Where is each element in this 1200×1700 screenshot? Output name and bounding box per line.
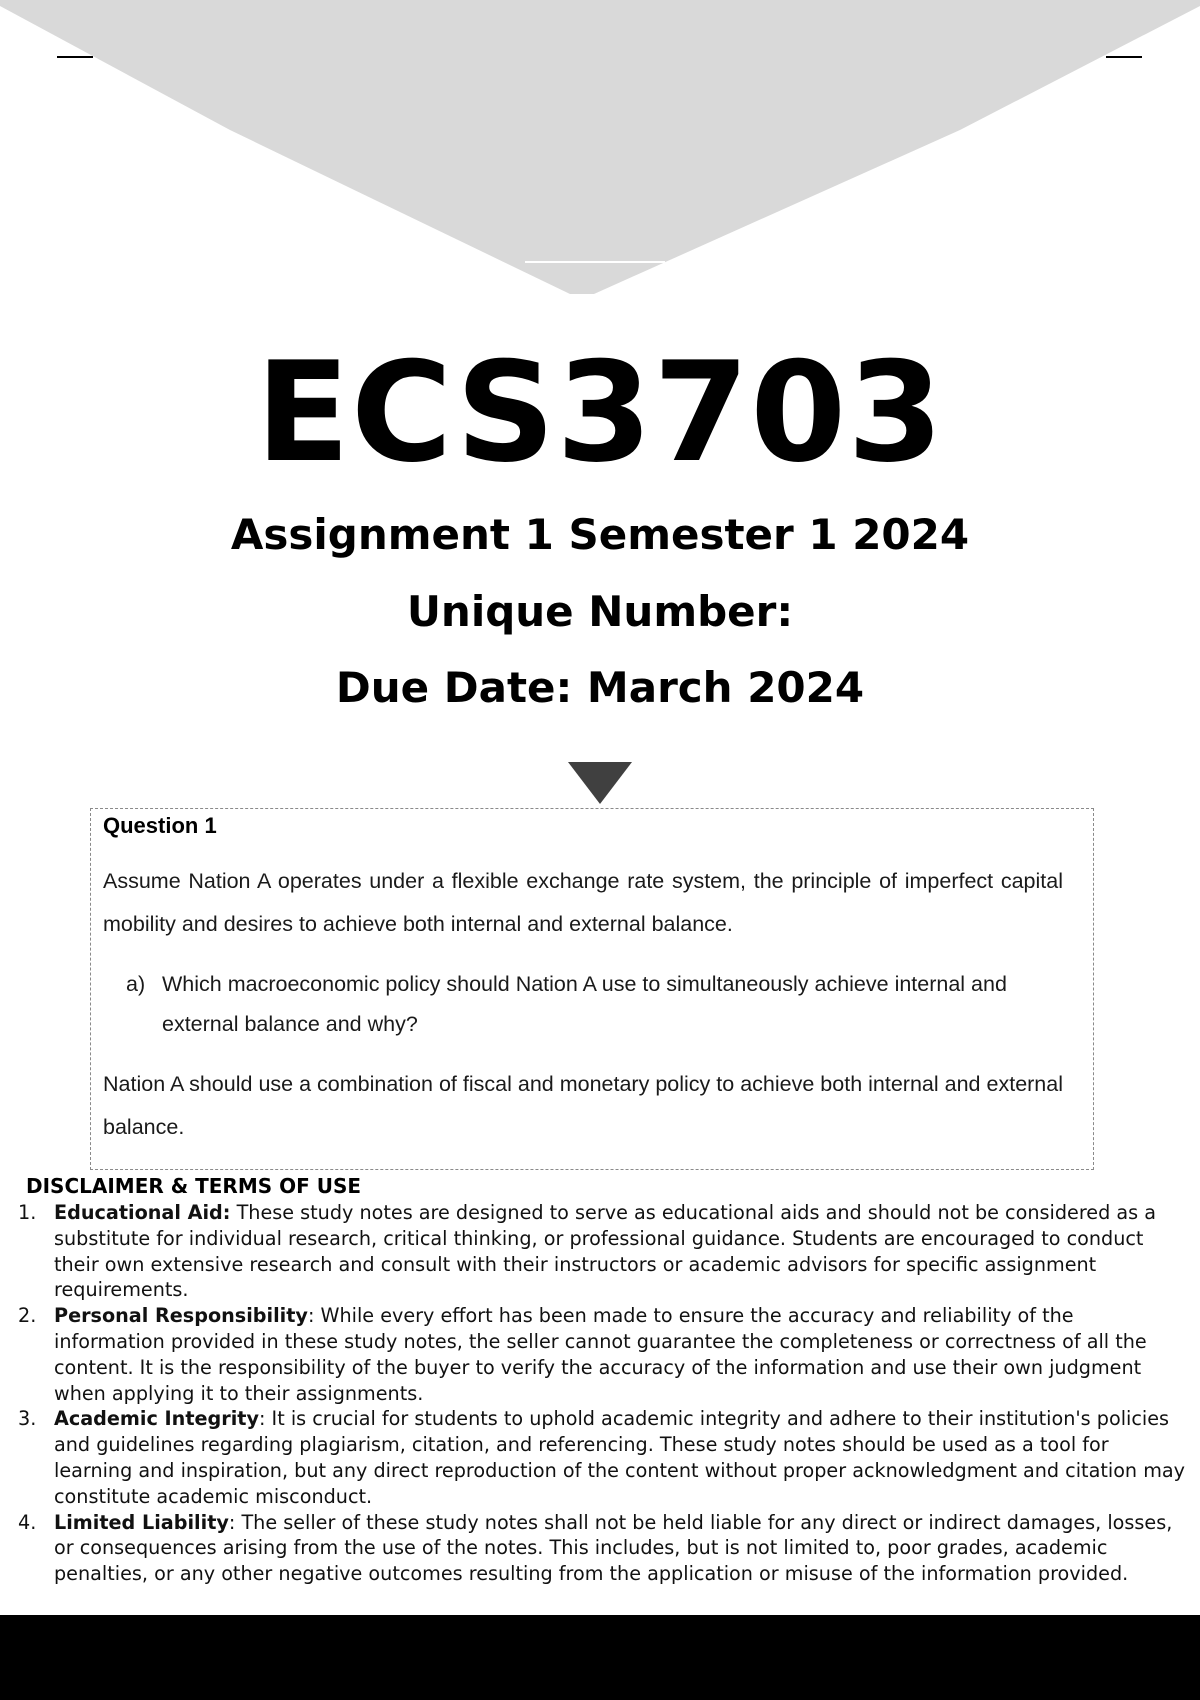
corner-rule-left (57, 56, 93, 58)
disclaimer-item-text: These study notes are designed to serve as educational aids and should not be considered as a substitute for individual research, critical thinking, or professional guidance. Students are encouraged to conduct their own extensive research and consult with their instructors or academic advisors for specific assignment requirements. (54, 1201, 1156, 1302)
course-code-title: ECS3703 (255, 332, 945, 493)
unique-number-label: Unique Number: (406, 587, 794, 636)
disclaimer-item (16, 1303, 1188, 1406)
assignment-subtitle: Assignment 1 Semester 1 2024 (230, 510, 970, 559)
disclaimer-item-text: : The seller of these study notes shall not be held liable for any direct or indirect damages, losses, or consequences arising from the use of the notes. This includes, but is not limited to, poor grades, academic penalties, or any other negative outcomes resulting from the application or misuse of the information provided. (54, 1510, 1173, 1586)
disclaimer-item-text: : While every effort has been made to ensure the accuracy and reliability of the information provided in these study notes, the seller cannot guarantee the completeness or correctness of all the content. It is the responsibility of the buyer to verify the accuracy of the information and use their own judgment when applying it to their assignments. (54, 1304, 1147, 1405)
disclaimer-item-number: 1. (18, 1201, 37, 1224)
header-banner (0, 0, 1200, 300)
disclaimer-item-term: Academic Integrity (54, 1407, 259, 1431)
due-date-label: Due Date: March 2024 (335, 663, 865, 712)
question-intro: Assume Nation A operates under a flexible exchange rate system, the principle of imperfect capital mobility and desires to achieve both internal and external balance. (103, 869, 1063, 936)
disclaimer-item-number: 4. (18, 1510, 37, 1534)
question-box (90, 808, 1094, 1170)
disclaimer-list (16, 1200, 1188, 1587)
disclaimer-item-text: : It is crucial for students to uphold academic integrity and adhere to their institution's policies and guidelines regarding plagiarism, citation, and referencing. These study notes should be used as a tool for learning and inspiration, but any direct reproduction of the content without proper acknowledgment and citation may constitute academic misconduct. (54, 1407, 1185, 1508)
banner-chevron-shape (0, 0, 1200, 294)
disclaimer-item-term: Educational Aid: (54, 1201, 231, 1224)
answer-paragraph: Nation A should use a combination of fiscal and monetary policy to achieve both internal and external balance. (103, 1072, 1063, 1139)
question-item-marker: a) (126, 972, 146, 996)
disclaimer-item-number: 2. (18, 1304, 37, 1328)
down-arrow-icon (568, 762, 632, 804)
disclaimer-item (16, 1510, 1188, 1587)
question-item-text: Which macroeconomic policy should Nation A use to simultaneously achieve internal and external balance and why? (162, 972, 1007, 1036)
question-title: Question 1 (103, 813, 217, 838)
disclaimer-item-number: 3. (18, 1407, 37, 1431)
disclaimer-title: DISCLAIMER & TERMS OF USE (26, 1174, 362, 1198)
footer-bar (0, 1615, 1200, 1700)
disclaimer-item-term: Limited Liability (54, 1510, 229, 1534)
disclaimer-item (16, 1200, 1188, 1303)
disclaimer-item-term: Personal Responsibility (54, 1304, 308, 1328)
corner-rule-right (1106, 56, 1142, 58)
disclaimer-item (16, 1406, 1188, 1509)
